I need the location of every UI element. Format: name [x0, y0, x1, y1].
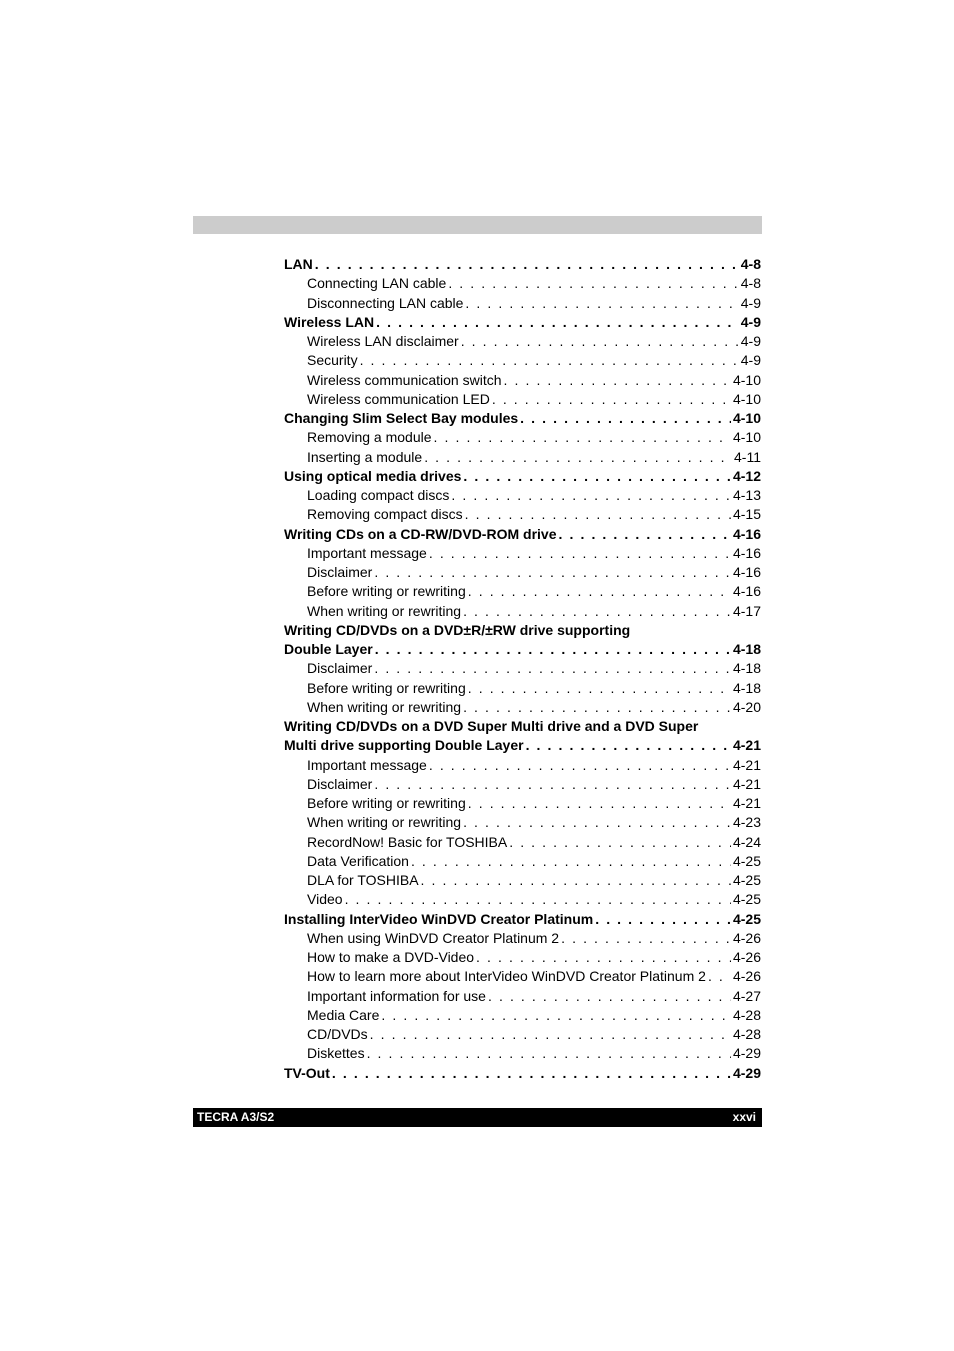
toc-dot-leader: [381, 1006, 731, 1025]
toc-page-number: 4-10: [732, 390, 761, 407]
toc-entry-title: Changing Slim Select Bay modules: [284, 410, 519, 426]
toc-dot-leader: [374, 659, 731, 678]
toc-page-number: 4-24: [732, 833, 761, 850]
toc-dot-leader: [595, 910, 731, 929]
toc-entry-title: Double Layer: [284, 641, 373, 657]
toc-entry-main[interactable]: [284, 525, 761, 544]
toc-dot-leader: [463, 813, 731, 832]
toc-entry-sub[interactable]: [284, 775, 761, 794]
toc-dot-leader: [429, 544, 731, 563]
toc-entry-sub[interactable]: [284, 544, 761, 563]
toc-entry-sub[interactable]: [284, 602, 761, 621]
toc-page-number: 4-18: [732, 641, 761, 657]
toc-entry-title: LAN: [284, 256, 313, 272]
toc-dot-leader: [424, 448, 732, 467]
toc-entry-main[interactable]: [284, 255, 761, 274]
toc-entry-sub[interactable]: [284, 1044, 761, 1063]
toc-dot-leader: [463, 602, 731, 621]
toc-entry-sub[interactable]: [284, 987, 761, 1006]
toc-dot-leader: [526, 736, 731, 755]
toc-entry-title: CD/DVDs: [307, 1026, 368, 1042]
toc-entry-sub[interactable]: [284, 948, 761, 967]
toc-entry-sub[interactable]: [284, 698, 761, 717]
toc-page-number: 4-21: [732, 795, 761, 811]
toc-entry-title: Before writing or rewriting: [307, 679, 466, 696]
toc-page-number: 4-25: [732, 852, 761, 869]
toc-dot-leader: [463, 698, 731, 717]
toc-entry-title: Installing InterVideo WinDVD Creator Platinum: [284, 910, 594, 927]
toc-dot-leader: [509, 833, 731, 852]
toc-page-number: 4-29: [732, 1064, 761, 1081]
toc-dot-leader: [561, 929, 731, 948]
toc-entry-sub[interactable]: [284, 1006, 761, 1025]
footer-product-name: TECRA A3/S2: [197, 1110, 275, 1124]
toc-entry-title: Disclaimer: [307, 775, 373, 792]
toc-dot-leader: [468, 582, 731, 601]
toc-dot-leader: [374, 775, 731, 794]
toc-entry-sub[interactable]: [284, 294, 761, 313]
toc-entry-main[interactable]: [284, 467, 761, 486]
toc-entry-sub[interactable]: [284, 852, 761, 871]
toc-page-number: 4-25: [732, 872, 761, 888]
toc-page-number: 4-20: [732, 698, 761, 715]
toc-dot-leader: [376, 313, 739, 332]
toc-entry-title: Multi drive supporting Double Layer: [284, 737, 524, 754]
toc-page-number: 4-9: [740, 313, 761, 330]
toc-dot-leader: [708, 967, 731, 986]
toc-entry-title: How to make a DVD-Video: [307, 949, 475, 965]
toc-entry-title: Writing CD/DVDs on a DVD Super Multi drive and a DVD Super: [284, 718, 699, 734]
toc-page-number: 4-28: [732, 1006, 761, 1023]
toc-dot-leader: [492, 390, 731, 409]
toc-entry-title: Loading compact discs: [307, 487, 450, 503]
toc-page-number: 4-18: [732, 679, 761, 696]
toc-entry-title: Wireless LAN disclaimer: [307, 333, 459, 349]
toc-page-number: 4-27: [732, 987, 761, 1004]
toc-entry-title: Inserting a module: [307, 448, 423, 465]
toc-entry-title: Diskettes: [307, 1045, 365, 1062]
toc-entry-sub[interactable]: [284, 582, 761, 601]
toc-page-number: 4-10: [732, 429, 761, 446]
toc-entry-sub[interactable]: [284, 756, 761, 775]
toc-entry-title: When writing or rewriting: [307, 698, 462, 715]
toc-entry-title: Before writing or rewriting: [307, 583, 466, 600]
toc-dot-leader: [559, 525, 731, 544]
toc-page-number: 4-15: [732, 506, 761, 523]
toc-entry-sub[interactable]: [284, 679, 761, 698]
toc-page-number: 4-11: [734, 448, 761, 465]
toc-dot-leader: [504, 371, 731, 390]
footer-bar: [193, 1108, 762, 1127]
toc-entry-sub[interactable]: [284, 428, 761, 447]
toc-page-number: 4-13: [732, 487, 761, 503]
toc-entry-title: Writing CD/DVDs on a DVD±R/±RW drive supporting: [284, 621, 631, 638]
toc-entry-title: Wireless LAN: [284, 313, 375, 330]
toc-entry-main[interactable]: [284, 640, 761, 659]
toc-entry-title: DLA for TOSHIBA: [307, 872, 419, 888]
toc-entry-title: Connecting LAN cable: [307, 275, 447, 292]
toc-page-number: 4-16: [732, 544, 761, 561]
table-of-contents: [284, 255, 761, 1083]
toc-entry-sub[interactable]: [284, 563, 761, 582]
toc-dot-leader: [520, 409, 731, 428]
toc-entry-sub[interactable]: [284, 448, 761, 467]
toc-entry-sub[interactable]: [284, 813, 761, 832]
toc-page-number: 4-16: [732, 583, 761, 600]
toc-dot-leader: [448, 274, 738, 293]
toc-page-number: 4-25: [732, 891, 761, 908]
toc-entry-main[interactable]: [284, 1064, 761, 1083]
toc-entry-sub[interactable]: [284, 486, 761, 505]
toc-dot-leader: [463, 467, 731, 486]
toc-dot-leader: [468, 794, 731, 813]
toc-dot-leader: [421, 871, 731, 890]
toc-entry-title: Removing compact discs: [307, 506, 463, 523]
toc-page-number: 4-18: [732, 660, 761, 677]
toc-entry-sub[interactable]: [284, 871, 761, 890]
toc-dot-leader: [429, 756, 731, 775]
toc-entry-title: How to learn more about InterVideo WinDVD Creator Platinum 2: [307, 968, 706, 985]
toc-entry-main[interactable]: [284, 621, 761, 640]
toc-dot-leader: [360, 351, 739, 370]
toc-entry-title: When writing or rewriting: [307, 602, 462, 619]
toc-page-number: 4-10: [732, 410, 761, 426]
toc-page-number: 4-17: [732, 602, 761, 619]
toc-page-number: 4-9: [740, 294, 761, 311]
toc-entry-title: Important information for use: [307, 987, 486, 1004]
toc-dot-leader: [411, 852, 731, 871]
toc-page-number: 4-26: [732, 929, 761, 946]
toc-entry-sub[interactable]: [284, 332, 761, 351]
toc-entry-title: RecordNow! Basic for TOSHIBA: [307, 833, 508, 850]
toc-entry-title: Security: [307, 352, 358, 369]
toc-entry-title: When writing or rewriting: [307, 814, 462, 831]
toc-entry-title: Video: [307, 891, 343, 908]
toc-entry-title: Before writing or rewriting: [307, 795, 466, 811]
toc-dot-leader: [345, 890, 731, 909]
toc-page-number: 4-29: [732, 1045, 761, 1062]
toc-entry-title: Important message: [307, 544, 427, 561]
toc-page-number: 4-23: [732, 814, 761, 831]
toc-entry-title: Important message: [307, 756, 427, 773]
toc-page-number: 4-26: [732, 968, 761, 985]
toc-entry-title: Media Care: [307, 1006, 380, 1023]
toc-entry-main[interactable]: [284, 313, 761, 332]
toc-page-number: 4-8: [740, 256, 761, 272]
toc-entry-sub[interactable]: [284, 929, 761, 948]
toc-dot-leader: [465, 294, 738, 313]
toc-entry-sub[interactable]: [284, 967, 761, 986]
toc-entry-sub[interactable]: [284, 274, 761, 293]
toc-page-number: 4-21: [732, 756, 761, 773]
toc-entry-title: Wireless communication LED: [307, 390, 490, 407]
toc-entry-title: When using WinDVD Creator Platinum 2: [307, 929, 560, 946]
toc-dot-leader: [315, 255, 739, 274]
toc-dot-leader: [488, 987, 731, 1006]
toc-dot-leader: [434, 428, 731, 447]
toc-entry-title: Removing a module: [307, 429, 432, 446]
toc-page-number: 4-9: [740, 333, 761, 349]
toc-dot-leader: [375, 640, 731, 659]
toc-entry-main[interactable]: [284, 736, 761, 755]
toc-dot-leader: [468, 679, 731, 698]
toc-entry-title: Writing CDs on a CD-RW/DVD-ROM drive: [284, 525, 557, 542]
toc-page-number: 4-26: [732, 949, 761, 965]
toc-entry-title: TV-Out: [284, 1064, 330, 1081]
toc-entry-title: Disclaimer: [307, 660, 373, 677]
toc-entry-title: Data Verification: [307, 852, 409, 869]
toc-entry-sub[interactable]: [284, 371, 761, 390]
toc-page-number: 4-9: [740, 352, 761, 369]
toc-entry-sub[interactable]: [284, 890, 761, 909]
toc-entry-sub[interactable]: [284, 794, 761, 813]
toc-page-number: 4-25: [732, 910, 761, 927]
toc-entry-title: Disclaimer: [307, 564, 373, 580]
toc-entry-sub[interactable]: [284, 351, 761, 370]
toc-dot-leader: [332, 1064, 731, 1083]
toc-dot-leader: [374, 563, 731, 582]
toc-dot-leader: [370, 1025, 731, 1044]
toc-page-number: 4-16: [732, 564, 761, 580]
toc-page-number: 4-21: [732, 775, 761, 792]
toc-dot-leader: [476, 948, 731, 967]
toc-entry-sub[interactable]: [284, 659, 761, 678]
toc-entry-sub[interactable]: [284, 505, 761, 524]
toc-entry-sub[interactable]: [284, 390, 761, 409]
footer-page-number: xxvi: [732, 1110, 756, 1124]
toc-dot-leader: [461, 332, 739, 351]
toc-page-number: 4-16: [732, 525, 761, 542]
toc-entry-main[interactable]: [284, 717, 761, 736]
toc-dot-leader: [465, 505, 731, 524]
toc-page-number: 4-21: [732, 737, 761, 754]
header-bar: [193, 216, 762, 234]
toc-entry-title: Disconnecting LAN cable: [307, 294, 464, 311]
toc-page-number: 4-12: [732, 467, 761, 484]
toc-page-number: 4-28: [732, 1026, 761, 1042]
toc-page-number: 4-10: [732, 371, 761, 388]
toc-entry-sub[interactable]: [284, 1025, 761, 1044]
toc-dot-leader: [367, 1044, 731, 1063]
toc-entry-sub[interactable]: [284, 833, 761, 852]
toc-dot-leader: [451, 486, 731, 505]
toc-entry-main[interactable]: [284, 910, 761, 929]
toc-entry-main[interactable]: [284, 409, 761, 428]
toc-entry-title: Using optical media drives: [284, 467, 462, 484]
toc-entry-title: Wireless communication switch: [307, 371, 502, 388]
toc-page-number: 4-8: [740, 275, 761, 292]
